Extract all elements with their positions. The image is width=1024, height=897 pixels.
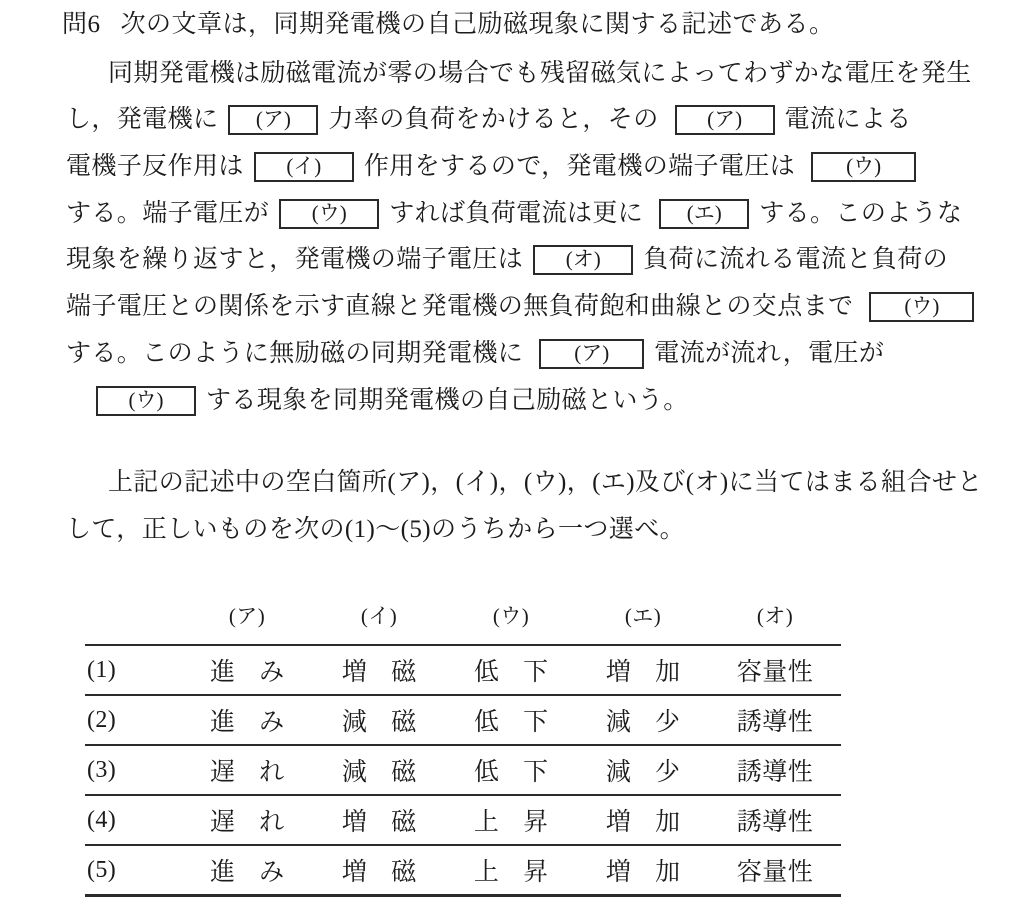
cell-text: 増 加 [605, 859, 690, 886]
passage-line-3 [66, 150, 926, 184]
table-header-row [85, 592, 841, 645]
instruction-line-1: 上記の記述中の空白箇所(ア)，(イ)，(ウ)，(エ)及び(オ)に当てはまる組合せと [108, 469, 983, 496]
choice-cell-o [709, 745, 841, 795]
choice-cell-o [709, 645, 841, 695]
column-header-e: (エ) [577, 592, 709, 645]
passage-text: 現象を繰り返すと，発電機の端子電圧は [66, 246, 524, 273]
cell-text: 増 磁 [341, 809, 426, 836]
choice-cell-i [313, 695, 445, 745]
cell-text: 容量性 [736, 659, 814, 686]
choice-cell-a [181, 795, 313, 845]
cell-text: 進 み [209, 859, 294, 886]
column-header-blank [85, 592, 181, 645]
instruction-line-2: して，正しいものを次の(1)〜(5)のうちから一つ選べ。 [66, 516, 686, 543]
cell-text: 減 少 [605, 759, 690, 786]
cell-text: 上 昇 [473, 859, 558, 886]
column-header-o: (オ) [709, 592, 841, 645]
passage-text: 作用をするので，発電機の端子電圧は [363, 153, 796, 180]
blank-box-a[interactable]: (ア) [228, 105, 318, 135]
cell-text: 低 下 [473, 759, 558, 786]
table-row[interactable] [85, 845, 841, 896]
passage-text: する。このような [759, 200, 963, 227]
choice-number: (2) [85, 695, 181, 745]
question-heading [62, 8, 835, 42]
cell-text: 進 み [209, 659, 294, 686]
passage-text: する。このように無励磁の同期発電機に [66, 340, 524, 367]
cell-text: 減 磁 [341, 709, 426, 736]
blank-box-a[interactable]: (ア) [539, 339, 644, 369]
choice-number: (5) [85, 845, 181, 896]
blank-box-o[interactable]: (オ) [533, 245, 633, 275]
table-row[interactable] [85, 695, 841, 745]
cell-text: 増 磁 [341, 659, 426, 686]
blank-box-e[interactable]: (エ) [659, 199, 749, 229]
choice-cell-e [577, 795, 709, 845]
choice-cell-a [181, 845, 313, 896]
choice-cell-u [445, 795, 577, 845]
question-number: 問6 [62, 11, 101, 38]
choice-cell-i [313, 845, 445, 896]
passage-line-8 [96, 384, 689, 418]
passage-text: 負荷に流れる電流と負荷の [643, 246, 949, 273]
blank-box-u[interactable]: (ウ) [811, 152, 916, 182]
cell-text: 増 加 [605, 659, 690, 686]
choice-cell-u [445, 645, 577, 695]
choice-cell-o [709, 695, 841, 745]
answer-choices-table [85, 592, 841, 897]
choice-cell-e [577, 745, 709, 795]
cell-text: 誘導性 [736, 809, 814, 836]
cell-text: 増 加 [605, 809, 690, 836]
passage-text: する現象を同期発電機の自己励磁という。 [206, 387, 689, 414]
cell-text: 誘導性 [736, 759, 814, 786]
choice-cell-a [181, 745, 313, 795]
choice-number: (1) [85, 645, 181, 695]
passage-text: 電流が流れ，電圧が [654, 340, 885, 367]
blank-box-i[interactable]: (イ) [254, 152, 354, 182]
choice-number: (4) [85, 795, 181, 845]
choice-cell-u [445, 695, 577, 745]
passage-line-4 [66, 197, 962, 231]
choice-cell-u [445, 745, 577, 795]
cell-text: 減 磁 [341, 759, 426, 786]
cell-text: 誘導性 [736, 709, 814, 736]
column-header-i: (イ) [313, 592, 445, 645]
cell-text: 増 磁 [341, 859, 426, 886]
choice-cell-i [313, 795, 445, 845]
choice-cell-a [181, 695, 313, 745]
table-row[interactable] [85, 645, 841, 695]
passage-text: 同期発電機は励磁電流が零の場合でも残留磁気によってわずかな電圧を発生 [108, 60, 972, 87]
passage-text: する。端子電圧が [66, 200, 270, 227]
cell-text: 遅 れ [209, 759, 294, 786]
blank-box-a[interactable]: (ア) [675, 105, 775, 135]
choice-cell-i [313, 745, 445, 795]
table-row[interactable] [85, 745, 841, 795]
passage-text: し，発電機に [66, 106, 219, 133]
blank-box-u[interactable]: (ウ) [279, 199, 379, 229]
choice-cell-o [709, 845, 841, 896]
column-header-u: (ウ) [445, 592, 577, 645]
column-header-a: (ア) [181, 592, 313, 645]
passage-line-2 [66, 103, 912, 137]
passage-text: 電流による [784, 106, 912, 133]
blank-box-u[interactable]: (ウ) [96, 386, 196, 416]
cell-text: 低 下 [473, 709, 558, 736]
cell-text: 進 み [209, 709, 294, 736]
table-row[interactable] [85, 795, 841, 845]
blank-box-u[interactable]: (ウ) [869, 292, 974, 322]
passage-line-1 [108, 57, 972, 91]
cell-text: 遅 れ [209, 809, 294, 836]
choice-cell-i [313, 645, 445, 695]
choice-cell-o [709, 795, 841, 845]
choice-cell-e [577, 645, 709, 695]
cell-text: 低 下 [473, 659, 558, 686]
passage-text: すれば負荷電流は更に [389, 200, 644, 227]
question-prompt: 次の文章は，同期発電機の自己励磁現象に関する記述である。 [120, 11, 835, 38]
cell-text: 上 昇 [473, 809, 558, 836]
passage-text: 力率の負荷をかけると，その [328, 106, 659, 133]
choice-cell-u [445, 845, 577, 896]
choice-cell-e [577, 695, 709, 745]
cell-text: 減 少 [605, 709, 690, 736]
choice-cell-a [181, 645, 313, 695]
passage-line-5 [66, 243, 948, 277]
passage-line-6 [66, 290, 984, 324]
passage-line-7 [66, 337, 884, 371]
cell-text: 容量性 [736, 859, 814, 886]
choice-cell-e [577, 845, 709, 896]
passage-text: 電機子反作用は [66, 153, 244, 180]
passage-text: 端子電圧との関係を示す直線と発電機の無負荷飽和曲線との交点まで [66, 293, 854, 320]
choice-number: (3) [85, 745, 181, 795]
